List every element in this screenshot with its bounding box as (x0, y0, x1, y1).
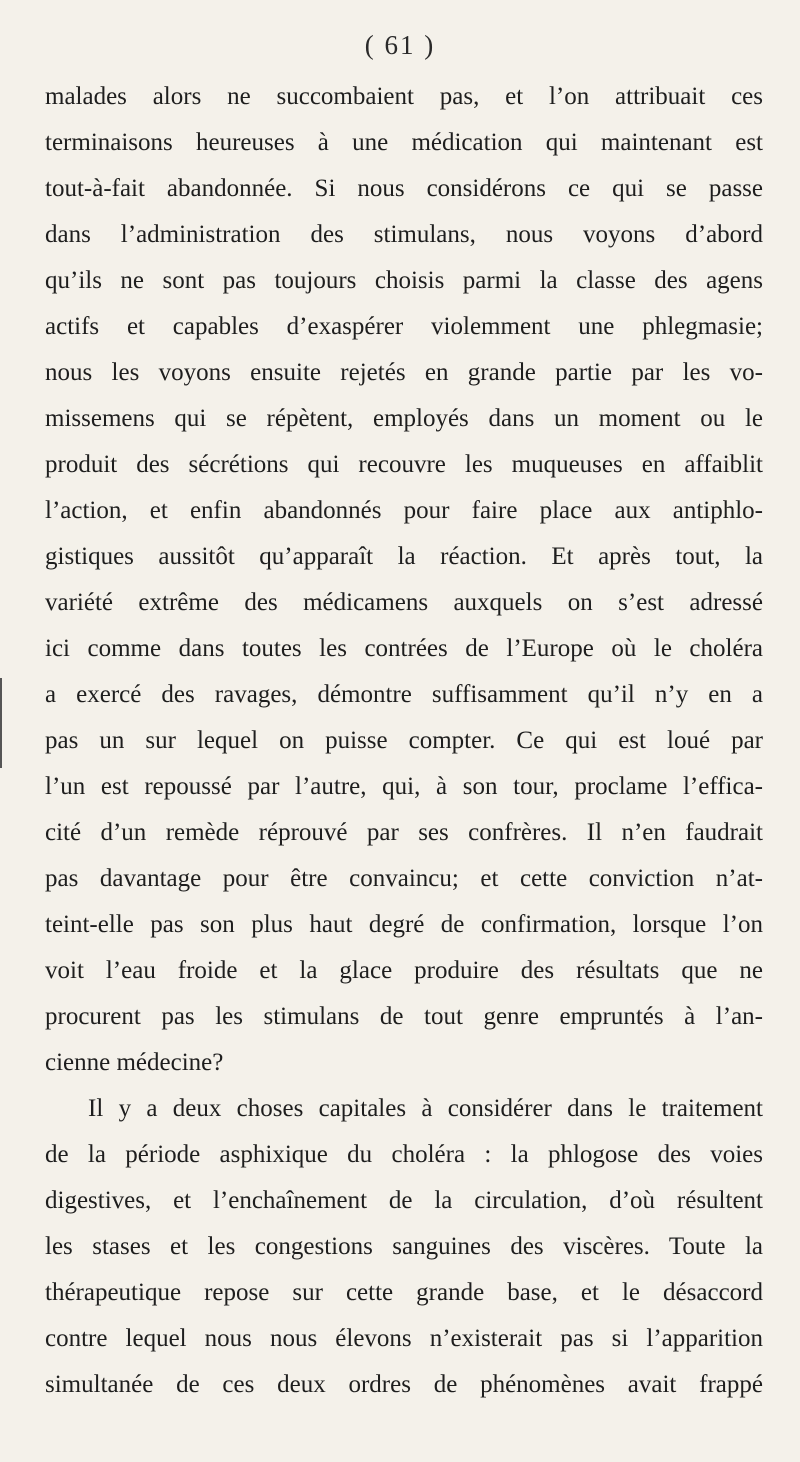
text-line: teint-elle pas son plus haut degré de confirmation, lorsque l’on (45, 911, 763, 938)
text-line: nous les voyons ensuite rejetés en grande partie par les vo- (45, 359, 763, 386)
text-line: qu’ils ne sont pas toujours choisis parmi la classe des agens (45, 267, 763, 294)
text-line: gistiques aussitôt qu’apparaît la réaction. Et après tout, la (45, 543, 763, 570)
text-line: produit des sécrétions qui recouvre les muqueuses en affaiblit (45, 451, 763, 478)
text-line: les stases et les congestions sanguines des viscères. Toute la (45, 1233, 763, 1260)
text-line: simultanée de ces deux ordres de phénomènes avait frappé (45, 1371, 763, 1398)
margin-rule (0, 678, 2, 768)
text-line: l’action, et enfin abandonnés pour faire place aux antiphlo- (45, 497, 763, 524)
text-line: cité d’un remède réprouvé par ses confrères. Il n’en faudrait (45, 819, 763, 846)
text-line: ici comme dans toutes les contrées de l’Europe où le choléra (45, 635, 763, 662)
text-line: actifs et capables d’exaspérer violemment une phlegmasie; (45, 313, 763, 340)
text-line: pas un sur lequel on puisse compter. Ce qui est loué par (45, 727, 763, 754)
text-line: malades alors ne succombaient pas, et l’on attribuait ces (45, 83, 763, 110)
text-line: tout-à-fait abandonnée. Si nous considérons ce qui se passe (45, 175, 763, 202)
text-line: voit l’eau froide et la glace produire des résultats que ne (45, 957, 763, 984)
text-line: cienne médecine? (45, 1049, 224, 1076)
text-line: contre lequel nous nous élevons n’existerait pas si l’apparition (45, 1325, 763, 1352)
text-line: de la période asphixique du choléra : la phlogose des voies (45, 1141, 763, 1168)
text-line: procurent pas les stimulans de tout genre empruntés à l’an- (45, 1003, 763, 1030)
text-line: Il y a deux choses capitales à considérer dans le traitement (88, 1095, 763, 1122)
text-line: a exercé des ravages, démontre suffisamment qu’il n’y en a (45, 681, 763, 708)
text-line: thérapeutique repose sur cette grande base, et le désaccord (45, 1279, 763, 1306)
text-line: l’un est repoussé par l’autre, qui, à son tour, proclame l’effica- (45, 773, 763, 800)
text-line: variété extrême des médicamens auxquels on s’est adressé (45, 589, 763, 616)
text-line: pas davantage pour être convaincu; et cette conviction n’at- (45, 865, 763, 892)
page-number: ( 61 ) (364, 30, 436, 60)
text-line: dans l’administration des stimulans, nous voyons d’abord (45, 221, 763, 248)
text-line: digestives, et l’enchaînement de la circulation, d’où résultent (45, 1187, 763, 1214)
text-line: terminaisons heureuses à une médication qui maintenant est (45, 129, 763, 156)
text-line: missemens qui se répètent, employés dans un moment ou le (45, 405, 763, 432)
